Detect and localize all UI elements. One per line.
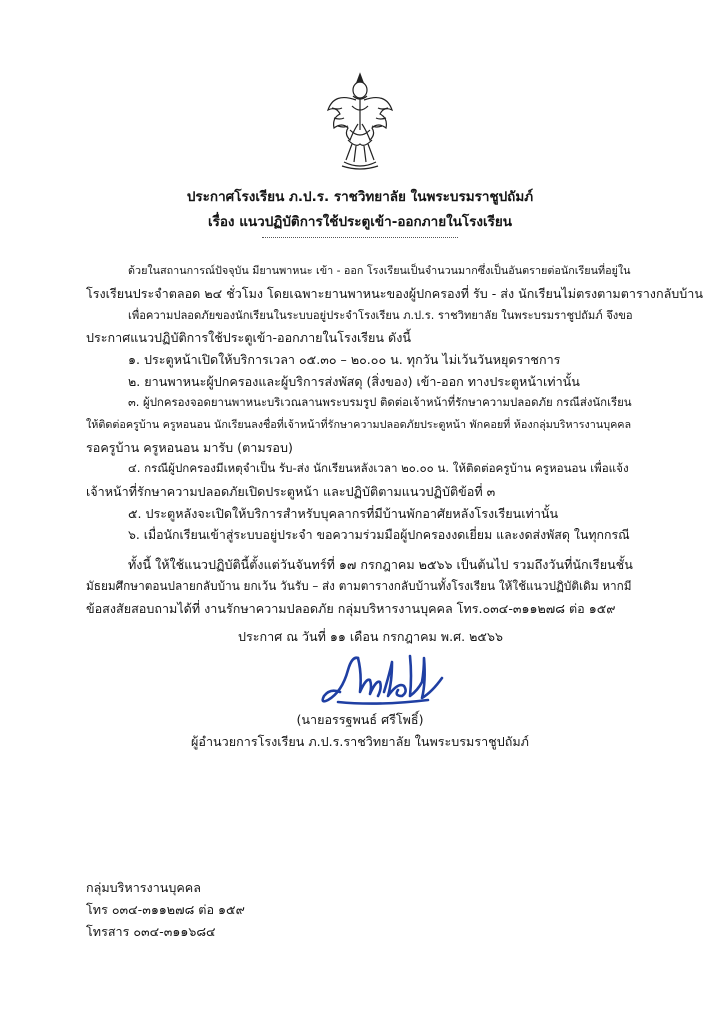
intro-line: ด้วยในสถานการณ์ปัจจุบัน มียานพาหนะ เข้า - ออก โรงเรียนเป็นจำนวนมากซึ่งเป็นอันตรายต่อนักเรียนที่อยู่ใน — [128, 264, 631, 277]
garuda-emblem-icon — [326, 70, 394, 172]
closing-line: ทั้งนี้ ให้ใช้แนวปฏิบัตินี้ตั้งแต่วันจันทร์ที่ ๑๗ กรกฎาคม ๒๕๖๖ เป็นต้นไป รวมถึงวันที่นักเรียนชั้น — [128, 557, 633, 572]
intro-line: ประกาศแนวปฏิบัติการใช้ประตูเข้า-ออกภายในโรงเรียน ดังนี้ — [86, 330, 411, 345]
intro-line: เพื่อความปลอดภัยของนักเรียนในระบบอยู่ประจำโรงเรียน ภ.ป.ร. ราชวิทยาลัย ในพระบรมราชูปถัมภ์ จึงขอ — [128, 309, 633, 322]
footer-department: กลุ่มบริหารงานบุคคล — [86, 880, 201, 895]
footer-fax: โทรสาร ๐๓๔-๓๑๑๖๘๔ — [86, 924, 216, 939]
rule-item: ๖. เมื่อนักเรียนเข้าสู่ระบบอยู่ประจำ ขอความร่วมมือผู้ปกครองงดเยี่ยม และงดส่งพัสดุ ในทุกกรณี — [128, 527, 630, 542]
signer-position: ผู้อำนวยการโรงเรียน ภ.ป.ร.ราชวิทยาลัย ในพระบรมราชูปถัมภ์ — [191, 734, 529, 749]
intro-line: โรงเรียนประจำตลอด ๒๔ ชั่วโมง โดยเฉพาะยานพาหนะของผู้ปกครองที่ รับ - ส่ง นักเรียนไม่ตรงตามตารางกลับบ้าน — [86, 286, 703, 301]
handwritten-signature — [318, 652, 448, 708]
footer-phone: โทร ๐๓๔-๓๑๑๒๗๘ ต่อ ๑๕๙ — [86, 902, 245, 917]
rule-item: ๒. ยานพาหนะผู้ปกครองและผู้บริการส่งพัสดุ (สิ่งของ) เข้า-ออก ทางประตูหน้าเท่านั้น — [128, 374, 580, 389]
rule-item: ๕. ประตูหลังจะเปิดให้บริการสำหรับบุคลากรที่มีบ้านพักอาศัยหลังโรงเรียนเท่านั้น — [128, 506, 559, 521]
rule-item-continued: ให้ติดต่อครูบ้าน ครูหอนอน นักเรียนลงชื่อที่เจ้าหน้าที่รักษาความปลอดภัยประตูหน้า พักคอยที่ ห้องกลุ่มบริหารงานบุคคล — [86, 418, 632, 431]
rule-item: ๓. ผู้ปกครองจอดยานพาหนะบริเวณลานพระบรมรูป ติดต่อเจ้าหน้าที่รักษาความปลอดภัย กรณีส่งนักเรียน — [128, 395, 632, 409]
rule-item-continued: รอครูบ้าน ครูหอนอน มารับ (ตามรอบ) — [86, 440, 293, 455]
title-divider — [262, 236, 458, 238]
closing-line: ข้อสงสัยสอบถามได้ที่ งานรักษาความปลอดภัย กลุ่มบริหารงานบุคคล โทร.๐๓๔-๓๑๑๒๗๘ ต่อ ๑๕๙ — [86, 601, 616, 616]
rule-item-continued: เจ้าหน้าที่รักษาความปลอดภัยเปิดประตูหน้า และปฏิบัติตามแนวปฏิบัติข้อที่ ๓ — [86, 484, 496, 499]
rule-item: ๔. กรณีผู้ปกครองมีเหตุจำเป็น รับ-ส่ง นักเรียนหลังเวลา ๒๐.๐๐ น. ให้ติดต่อครูบ้าน ครูหอนอน เพื่อแจ้ง — [128, 461, 629, 475]
announcement-subject: เรื่อง แนวปฏิบัติการใช้ประตูเข้า-ออกภายในโรงเรียน — [207, 214, 513, 230]
closing-line: มัธยมศึกษาตอนปลายกลับบ้าน ยกเว้น วันรับ – ส่ง ตามตารางกลับบ้านทั้งโรงเรียน ให้ใช้แนวปฏิบัติเดิม หากมี — [86, 579, 632, 593]
signer-name: (นายอรรฐพนธ์ ศรีโพธิ์) — [296, 712, 424, 727]
rule-item: ๑. ประตูหน้าเปิดให้บริการเวลา ๐๕.๓๐ – ๒๐.๐๐ น. ทุกวัน ไม่เว้นวันหยุดราชการ — [128, 352, 561, 367]
announcement-title: ประกาศโรงเรียน ภ.ป.ร. ราชวิทยาลัย ในพระบรมราชูปถัมภ์ — [186, 189, 534, 205]
announcement-date: ประกาศ ณ วันที่ ๑๑ เดือน กรกฎาคม พ.ศ. ๒๕๖๖ — [238, 629, 503, 644]
